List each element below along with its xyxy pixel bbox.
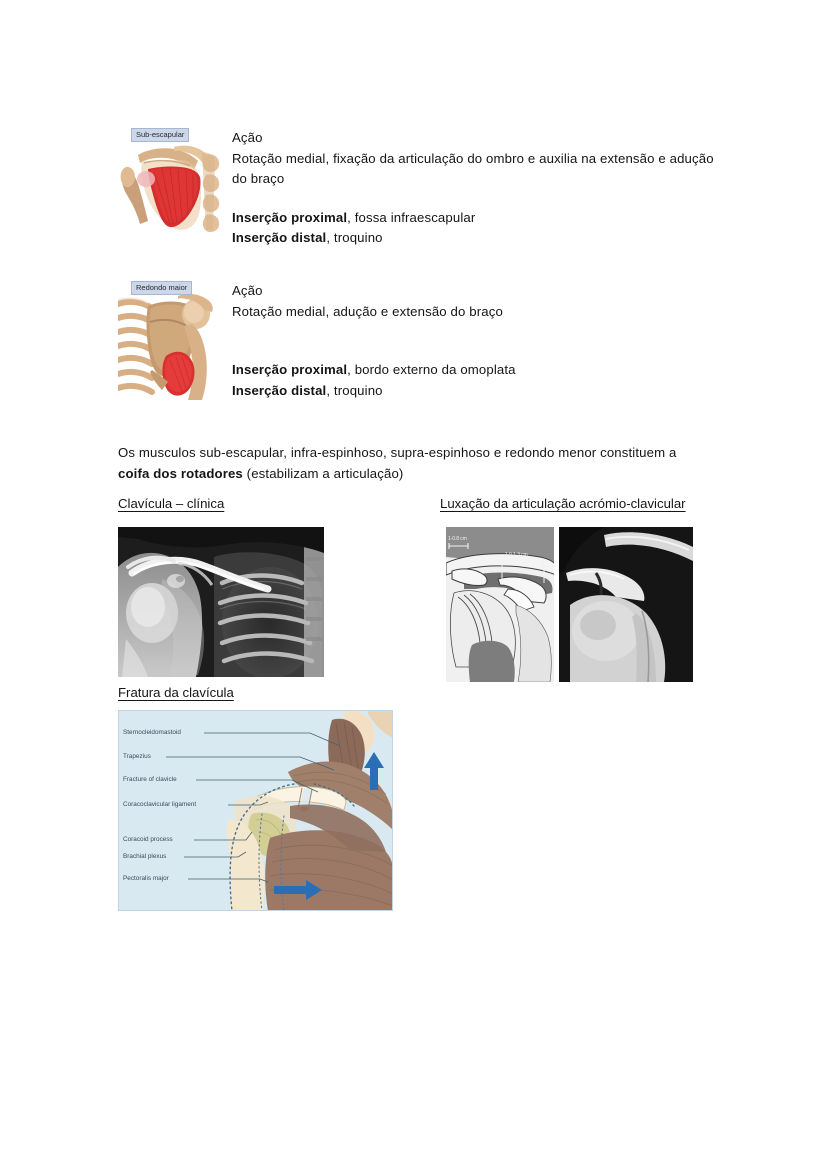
teres-major-svg <box>118 278 224 400</box>
measurement-label-mid: 1.0-1.3 cm <box>505 552 528 558</box>
rotator-cuff-term: coifa dos rotadores <box>118 465 243 481</box>
clavicle-fracture-illustration <box>118 710 393 911</box>
ac-joint-diagram-panel <box>446 527 557 682</box>
proximal-insertion-line <box>232 208 718 229</box>
subscapularis-svg <box>118 125 224 241</box>
action-heading: Ação <box>232 130 263 145</box>
acromioclavicular-dislocation-figure <box>446 527 693 682</box>
clavicle-xray-image <box>118 527 324 677</box>
measurement-label-top: 1-0.8 cm <box>448 536 467 542</box>
distal-insertion-value: , troquino <box>326 230 383 245</box>
proximal-insertion-label: Inserção proximal <box>232 209 348 225</box>
subscapularis-muscle-illustration <box>118 125 224 241</box>
action-description: Rotação medial, fixação da articulação do ombro e auxilia na extensão e adução do braço <box>232 150 714 186</box>
frac-label-coracoid-process: Coracoid process <box>123 836 173 843</box>
muscle-label-chip: Redondo maior <box>131 281 192 295</box>
muscle-entry-subscapular <box>118 125 718 250</box>
frac-label-coracoclavicular-ligament: Coracoclavicular ligament <box>123 801 197 808</box>
distal-insertion-label: Inserção distal <box>232 382 327 398</box>
proximal-insertion-line <box>232 360 718 381</box>
teres-major-muscle-illustration <box>118 278 224 400</box>
frac-label-pectoralis-major: Pectoralis major <box>123 875 169 882</box>
distal-insertion-line <box>232 228 718 249</box>
frac-label-brachial-plexus: Brachial plexus <box>123 853 167 860</box>
frac-label-fracture-of-clavicle: Fracture of clavicle <box>123 776 177 783</box>
proximal-insertion-value: , fossa infraescapular <box>347 209 476 225</box>
rotator-cuff-line-1: Os musculos sub-escapular, infra-espinhoso, supra-espinhoso e redondo menor constituem a <box>118 445 677 460</box>
action-heading: Ação <box>232 283 263 298</box>
ac-joint-svg <box>446 527 693 682</box>
rotator-cuff-suffix: (estabilizam a articulação) <box>242 465 404 481</box>
distal-insertion-line <box>232 381 718 402</box>
proximal-insertion-label: Inserção proximal <box>232 362 348 377</box>
muscle-label-chip: Sub-escapular <box>131 128 189 142</box>
paragraph-spacer <box>232 190 718 208</box>
proximal-insertion-value: , bordo externo da omoplata <box>347 362 516 377</box>
heading-luxacao-acromio-clavicular: Luxação da articulação acrómio-clavicular <box>440 496 686 511</box>
distal-insertion-label: Inserção distal <box>232 230 327 245</box>
heading-fratura-clavicula: Fratura da clavícula <box>118 685 234 700</box>
ac-joint-xray-panel <box>559 527 693 682</box>
muscle-text-block-subscapular <box>232 128 718 249</box>
paragraph-spacer <box>232 322 718 340</box>
muscle-text-block-teres-major <box>232 281 718 401</box>
action-description: Rotação medial, adução e extensão do braço <box>232 303 503 319</box>
distal-insertion-value: , troquino <box>326 382 383 398</box>
frac-label-sternocleidomastoid: Sternocleidomastoid <box>123 729 181 736</box>
frac-label-trapezius: Trapezius <box>123 753 151 760</box>
heading-clavicula-clinica: Clavícula – clínica <box>118 496 225 511</box>
clavicle-xray-svg <box>118 527 324 677</box>
muscle-entry-teres-major <box>118 278 718 403</box>
rotator-cuff-paragraph <box>118 443 718 484</box>
rotator-cuff-line-2 <box>118 464 718 485</box>
